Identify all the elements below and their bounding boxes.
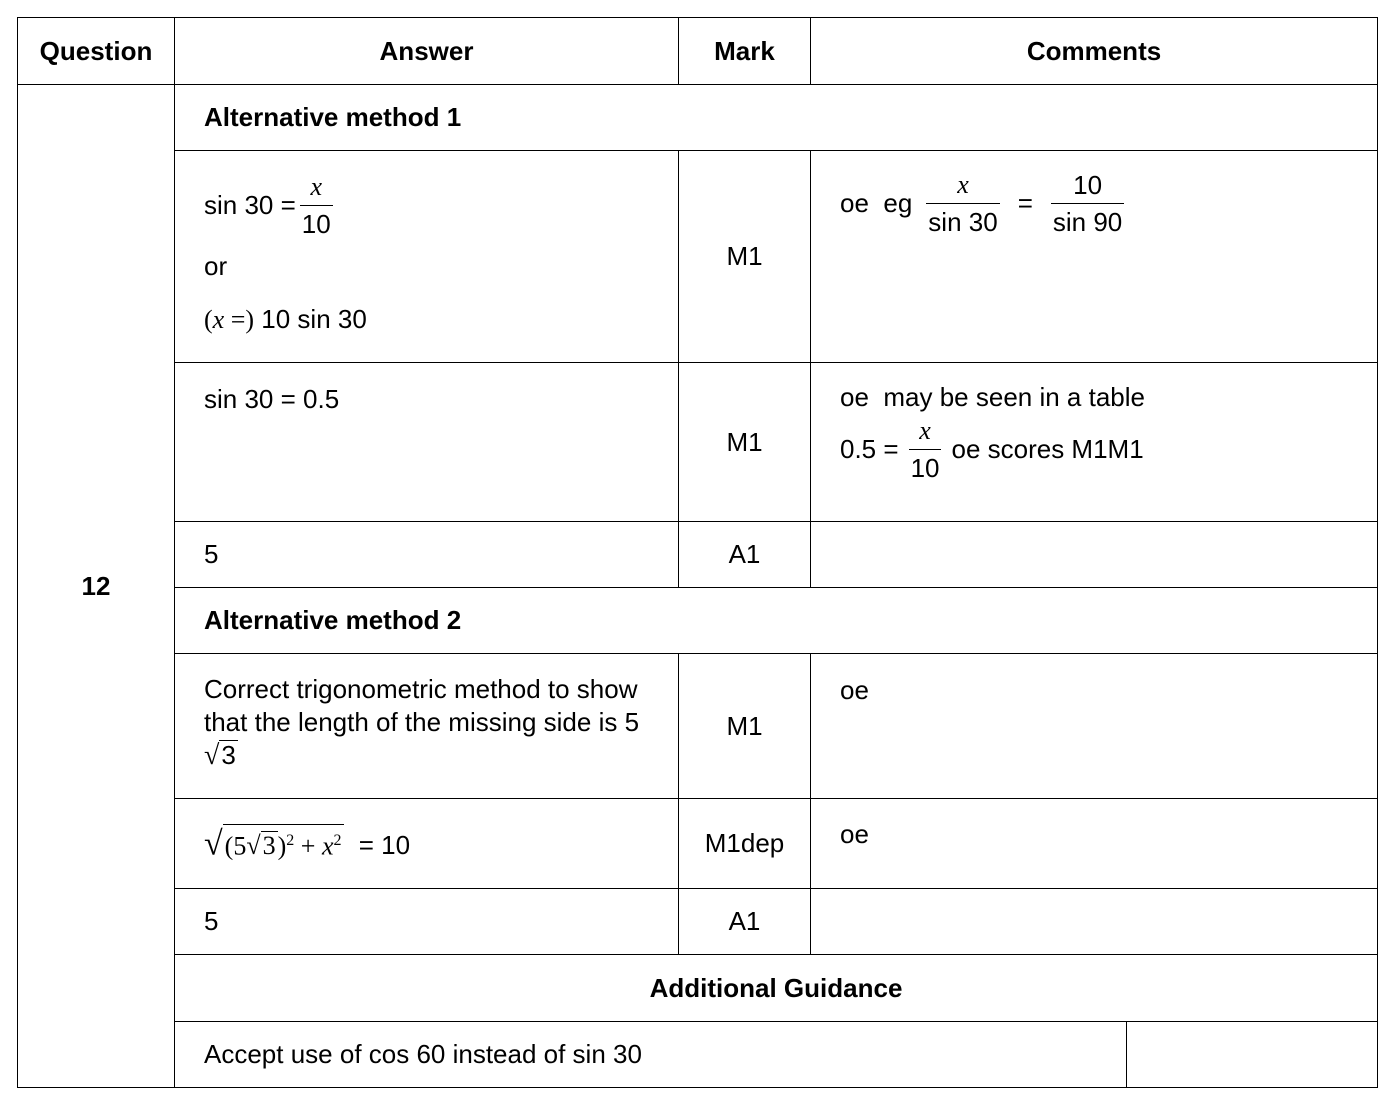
header-row [18, 18, 1378, 85]
alt2-row1-comment-text: oe [840, 675, 869, 705]
alt2-row1-root: 3 [221, 740, 236, 770]
alt1-row2-comment [811, 363, 1378, 522]
alt2-row1-answer [175, 654, 679, 799]
alt1-answer-lhs: sin 30 = [204, 189, 296, 220]
alt1-comment-den1: sin 30 [928, 206, 998, 237]
alt1-answer-line3 [204, 304, 666, 335]
alt2-row2 [18, 799, 1378, 889]
alt2-row3 [18, 889, 1378, 955]
mark-scheme-table [17, 17, 1378, 1088]
alt1-comment-num2: 10 [1051, 170, 1124, 204]
alt1-open-paren: ( [204, 305, 213, 334]
alt1-answer-rest: 10 sin 30 [254, 304, 367, 334]
alt2-row2-plus: + [294, 831, 322, 861]
alt1-answer-num: x [300, 172, 333, 206]
alt1-row2-comment-fraction [909, 416, 942, 483]
alt1-answer-den: 10 [301, 208, 331, 239]
alt1-row3-mark: A1 [679, 522, 811, 588]
guidance-title-row [18, 955, 1378, 1022]
guidance-text: Accept use of cos 60 instead of sin 30 [175, 1022, 1127, 1088]
alt1-row3-answer: 5 [175, 522, 679, 588]
alt2-row2-rest: = 10 [351, 830, 411, 861]
alt1-comment-den2: sin 90 [1052, 206, 1123, 237]
question-number: 12 [18, 85, 175, 1088]
alt1-comment-fraction1 [926, 170, 999, 237]
alt1-answer-var: x [212, 305, 225, 334]
alt1-row2-mark: M1 [679, 363, 811, 522]
alt2-row1 [18, 654, 1378, 799]
header-answer: Answer [175, 18, 679, 85]
alt2-row3-mark: A1 [679, 889, 811, 955]
guidance-row [18, 1022, 1378, 1088]
alt2-row2-exp2: 2 [333, 831, 342, 849]
alt2-title-row [18, 588, 1378, 654]
alt1-comment-fraction2 [1051, 170, 1124, 237]
alt1-row2 [18, 363, 1378, 522]
alt2-title: Alternative method 2 [175, 588, 1378, 654]
alt2-row2-var: x [321, 831, 334, 861]
guidance-mark [1127, 1022, 1378, 1088]
alt2-row1-sqrt: √3 [204, 740, 236, 771]
mark-scheme [17, 17, 1377, 1088]
alt2-row2-exp1: 2 [286, 831, 295, 849]
header-comments: Comments [811, 18, 1378, 85]
alt2-row2-mark: M1dep [679, 799, 811, 889]
alt2-row2-close: ) [277, 831, 287, 861]
alt1-row2-comment-den: 10 [910, 452, 940, 483]
alt1-row1-comment [811, 151, 1378, 363]
alt2-row2-outer-sqrt: $√(5√3)^2 + x^2$ [204, 825, 342, 863]
alt2-row2-open: (5 [224, 831, 247, 861]
alt1-row2-comment-line2 [840, 415, 1365, 483]
alt2-row1-mark: M1 [679, 654, 811, 799]
alt1-row3 [18, 522, 1378, 588]
alt1-comment-num1: x [926, 170, 999, 204]
guidance-title: Additional Guidance [175, 955, 1378, 1022]
alt1-comment-eq: = [1017, 187, 1033, 218]
alt1-title: Alternative method 1 [175, 85, 1378, 151]
alt2-row2-comment-text: oe [840, 819, 869, 849]
alt1-row2-comment-lhs: 0.5 = [840, 433, 899, 464]
alt1-answer-fraction [300, 172, 333, 239]
alt1-row1-mark: M1 [679, 151, 811, 363]
alt1-row2-comment-num: x [909, 416, 942, 450]
alt2-row3-answer: 5 [175, 889, 679, 955]
alt1-row3-comment [811, 522, 1378, 588]
alt1-answer-eq: =) [224, 305, 255, 334]
alt2-row1-comment [811, 654, 1378, 799]
alt1-row2-comment-line1: oe may be seen in a table [840, 382, 1145, 412]
alt2-row2-comment [811, 799, 1378, 889]
alt1-row1 [18, 151, 1378, 363]
alt1-row2-comment-rest: oe scores M1M1 [951, 433, 1144, 464]
alt2-row2-answer [175, 799, 679, 889]
header-mark: Mark [679, 18, 811, 85]
alt1-comment-prefix: oe eg [840, 187, 913, 218]
alt1-answer-or: or [204, 251, 228, 281]
alt2-row2-inner-root: 3 [262, 831, 276, 861]
header-question: Question [18, 18, 175, 85]
alt1-title-row [18, 85, 1378, 151]
alt1-row2-answer [175, 363, 679, 522]
alt2-row2-inner-sqrt: √3 [246, 831, 276, 861]
alt2-row3-comment [811, 889, 1378, 955]
alt1-row2-answer-text: sin 30 = 0.5 [204, 384, 340, 414]
alt2-row1-answer-text: Correct trigonometric method to show that the length of the missing side is 5 [204, 674, 640, 737]
alt1-row1-answer [175, 151, 679, 363]
